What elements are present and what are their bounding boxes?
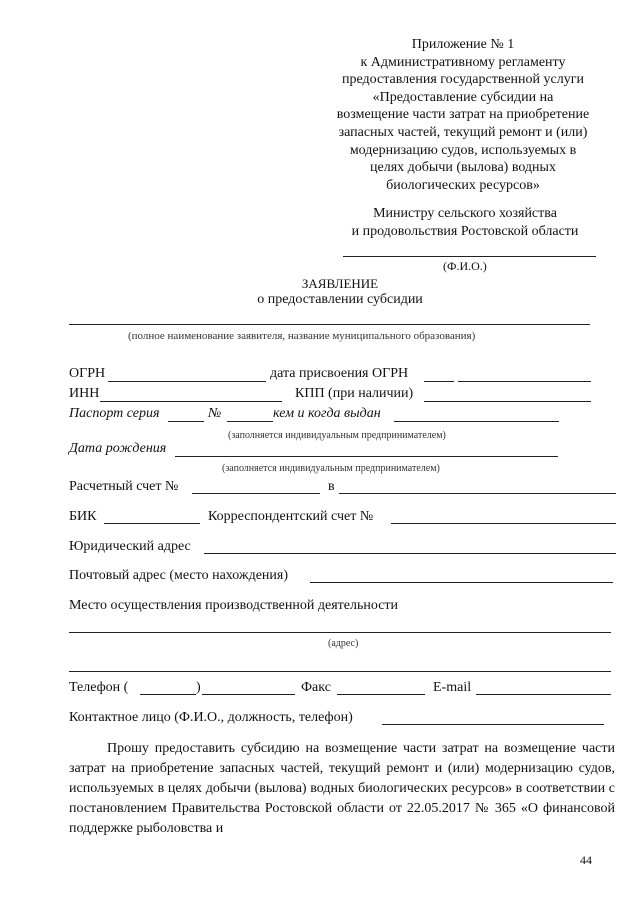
document-title: ЗАЯВЛЕНИЕ — [301, 276, 379, 291]
document-subtitle: о предоставлении субсидии — [257, 292, 423, 307]
passport-number-field[interactable] — [227, 421, 273, 422]
corr-account-label: Корреспондентский счет № — [208, 509, 374, 524]
header-line: предоставления государственной услуги — [342, 72, 584, 88]
phone-paren: ) — [196, 680, 201, 695]
production-place-label: Место осуществления производственной деятельности — [69, 598, 399, 613]
bik-field[interactable] — [104, 523, 200, 524]
fax-field[interactable] — [337, 694, 425, 695]
production-place-field[interactable] — [69, 632, 611, 633]
applicant-name-line[interactable] — [69, 324, 590, 325]
email-field[interactable] — [476, 694, 611, 695]
kpp-label: КПП (при наличии) — [295, 386, 414, 401]
ip-note: (заполняется индивидуальным предпринимателем) — [228, 430, 446, 441]
phone-label: Телефон ( — [69, 680, 129, 695]
header-line: возмещение части затрат на приобретение — [336, 107, 590, 123]
address-caption: (адрес) — [328, 638, 359, 649]
email-label: E-mail — [433, 680, 472, 695]
bank-field[interactable] — [339, 493, 616, 494]
legal-address-field[interactable] — [204, 553, 616, 554]
postal-address-field[interactable] — [310, 582, 613, 583]
postal-address-label: Почтовый адрес (место нахождения) — [69, 568, 288, 583]
bank-label: в — [328, 479, 335, 494]
header-line: к Административному регламенту — [360, 54, 566, 70]
ip-note: (заполняется индивидуальным предпринимателем) — [222, 463, 440, 474]
bik-label: БИК — [69, 509, 97, 524]
header-line: «Предоставление субсидии на — [372, 89, 554, 105]
contact-label: Контактное лицо (Ф.И.О., должность, телефон) — [69, 710, 353, 725]
passport-issued-field[interactable] — [394, 421, 559, 422]
header-line: целях добычи (вылова) водных — [370, 160, 556, 176]
recipient-line: Министру сельского хозяйства — [373, 206, 557, 221]
recipient-line: и продовольствия Ростовской области — [351, 223, 579, 239]
applicant-caption: (полное наименование заявителя, название муниципального образования) — [128, 330, 476, 342]
account-label: Расчетный счет № — [69, 479, 179, 494]
birth-date-field[interactable] — [175, 456, 558, 457]
ogrn-date-field-2[interactable] — [458, 381, 591, 382]
birth-date-label: Дата рождения — [69, 441, 167, 456]
ogrn-field[interactable] — [108, 381, 266, 382]
production-place-field-2[interactable] — [69, 671, 611, 672]
passport-issued-label: кем и когда выдан — [273, 406, 381, 421]
contact-field[interactable] — [382, 724, 604, 725]
account-field[interactable] — [192, 493, 320, 494]
ogrn-label: ОГРН — [69, 366, 106, 381]
inn-label: ИНН — [69, 386, 100, 401]
phone-number-field[interactable] — [202, 694, 295, 695]
recipient-block — [300, 205, 630, 240]
inn-field[interactable] — [100, 401, 282, 402]
header-line: запасных частей, текущий ремонт и (или) — [338, 124, 588, 140]
fio-caption: (Ф.И.О.) — [443, 259, 487, 273]
request-paragraph: Прошу предоставить субсидию на возмещение части затрат на возмещение части затрат на приобретение запасных частей, текущий ремонт и (или) модернизацию судов, используемых в целях добычи (вылова) водных биологических ресурсов» в соответствии с постановлением Правительства Ростовской области от 22.05.2017 № 365 «О финансовой поддержке рыболовства и — [69, 741, 615, 836]
passport-series-label: Паспорт серия — [69, 406, 160, 421]
header-line: модернизацию судов, используемых в — [349, 142, 577, 158]
phone-code-field[interactable] — [140, 694, 196, 695]
legal-address-label: Юридический адрес — [69, 539, 191, 554]
fax-label: Факс — [301, 680, 331, 695]
appendix-header — [296, 36, 630, 194]
fio-line[interactable] — [343, 256, 596, 257]
passport-series-field[interactable] — [168, 421, 204, 422]
header-line: биологических ресурсов» — [386, 177, 540, 193]
page-number: 44 — [580, 853, 592, 867]
kpp-field[interactable] — [424, 401, 591, 402]
corr-account-field[interactable] — [391, 523, 616, 524]
passport-number-label: № — [208, 406, 222, 421]
ogrn-date-label: дата присвоения ОГРН — [270, 366, 409, 381]
header-line: Приложение № 1 — [411, 37, 515, 52]
ogrn-date-field-1[interactable] — [424, 381, 454, 382]
